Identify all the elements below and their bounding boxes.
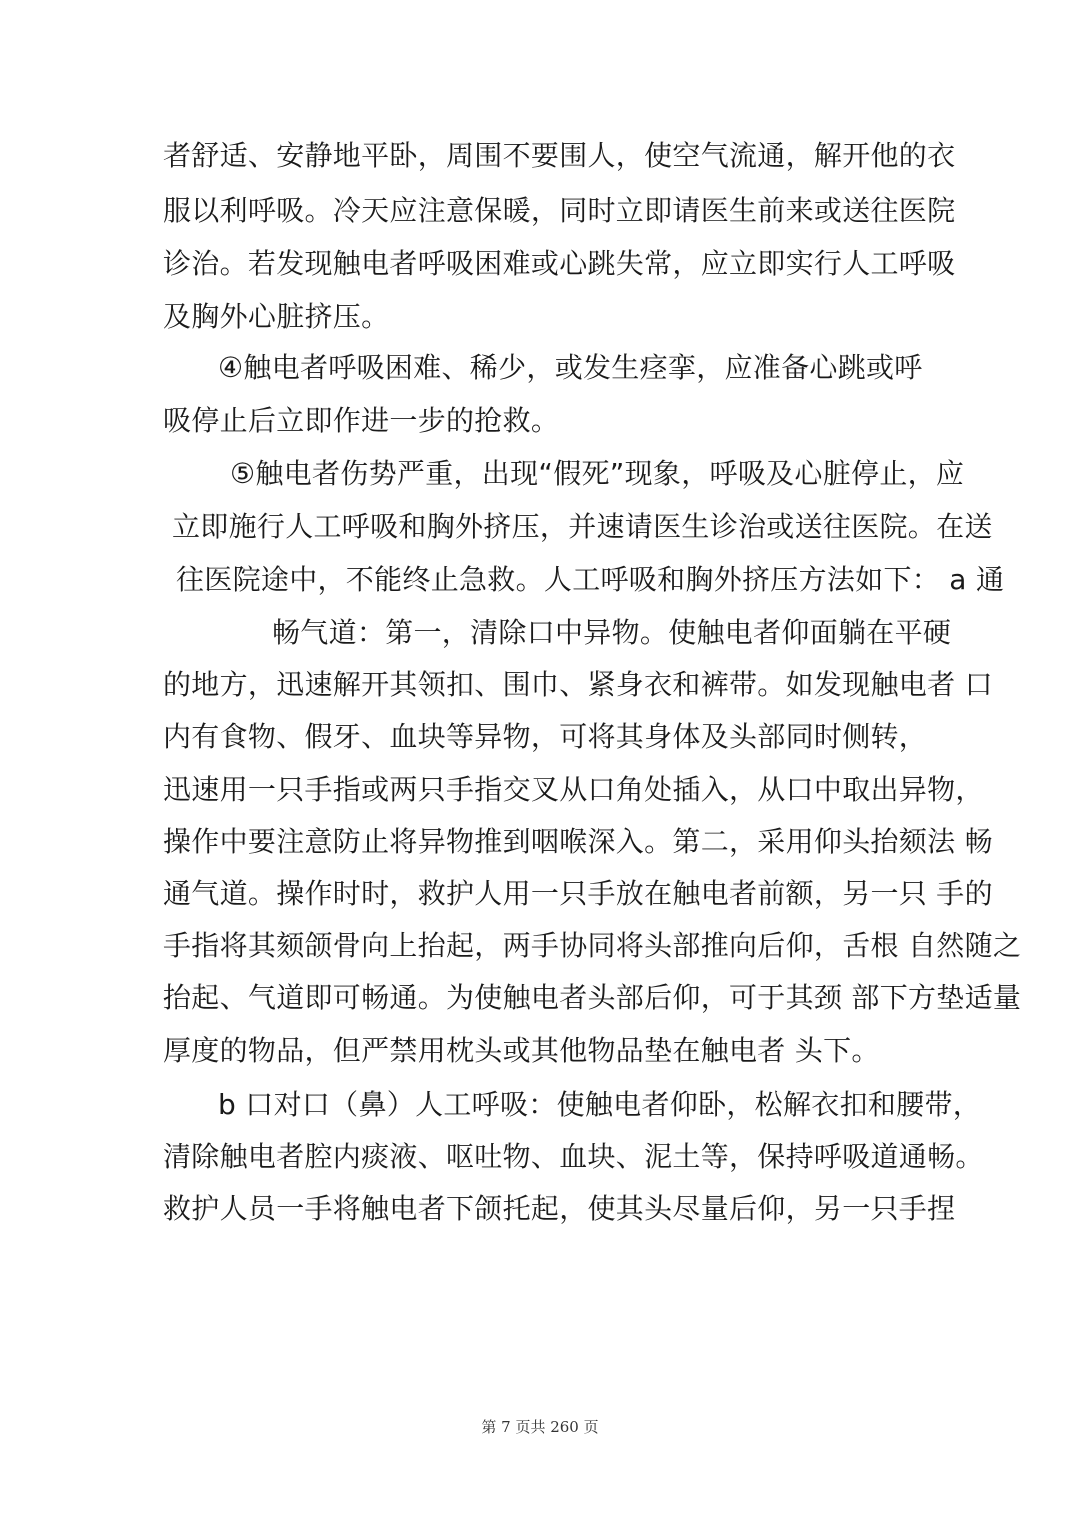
text-line: 诊治。若发现触电者呼吸困难或心跳失常，应立即实行人工呼吸 — [163, 247, 956, 280]
text-line: 手指将其颏颌骨向上抬起，两手协同将头部推向后仰，舌根 自然随之 — [163, 929, 1022, 962]
text-line: ④触电者呼吸困难、稀少，或发生痉挛，应准备心跳或呼 — [218, 351, 923, 384]
text-line: 往医院途中，不能终止急救。人工呼吸和胸外挤压方法如下： a 通 — [176, 563, 1005, 596]
text-line: 抬起、气道即可畅通。为使触电者头部后仰，可于其颈 部下方垫适量 — [163, 981, 1022, 1014]
text-line: 内有食物、假牙、血块等异物，可将其身体及头部同时侧转， — [163, 720, 928, 753]
text-line: b 口对口（鼻）人工呼吸：使触电者仰卧，松解衣扣和腰带， — [218, 1088, 982, 1121]
text-line: 畅气道：第一，清除口中异物。使触电者仰面躺在平硬 — [272, 616, 952, 649]
text-line: 救护人员一手将触电者下颌托起，使其头尽量后仰，另一只手捏 — [163, 1192, 956, 1225]
text-line: 者舒适、安静地平卧，周围不要围人，使空气流通，解开他的衣 — [163, 139, 956, 172]
page-number-footer: 第 7 页共 260 页 — [481, 1418, 599, 1436]
text-line: 及胸外心脏挤压。 — [163, 300, 390, 333]
text-line: 的地方，迅速解开其领扣、围巾、紧身衣和裤带。如发现触电者 口 — [163, 668, 993, 701]
text-line: 厚度的物品，但严禁用枕头或其他物品垫在触电者 头下。 — [163, 1034, 880, 1067]
text-line: 通气道。操作时时，救护人用一只手放在触电者前额，另一只 手的 — [163, 877, 993, 910]
text-line: 服以利呼吸。冷天应注意保暖，同时立即请医生前来或送往医院 — [163, 194, 956, 227]
text-line: ⑤触电者伤势严重，出现“假死”现象，呼吸及心脏停止，应 — [230, 457, 965, 490]
text-line: 清除触电者腔内痰液、呕吐物、血块、泥土等，保持呼吸道通畅。 — [163, 1140, 984, 1173]
text-line: 迅速用一只手指或两只手指交叉从口角处插入，从口中取出异物， — [163, 773, 984, 806]
text-line: 吸停止后立即作进一步的抢救。 — [163, 404, 560, 437]
text-line: 立即施行人工呼吸和胸外挤压，并速请医生诊治或送往医院。在送 — [172, 510, 993, 543]
text-line: 操作中要注意防止将异物推到咽喉深入。第二，采用仰头抬颏法 畅 — [163, 825, 993, 858]
